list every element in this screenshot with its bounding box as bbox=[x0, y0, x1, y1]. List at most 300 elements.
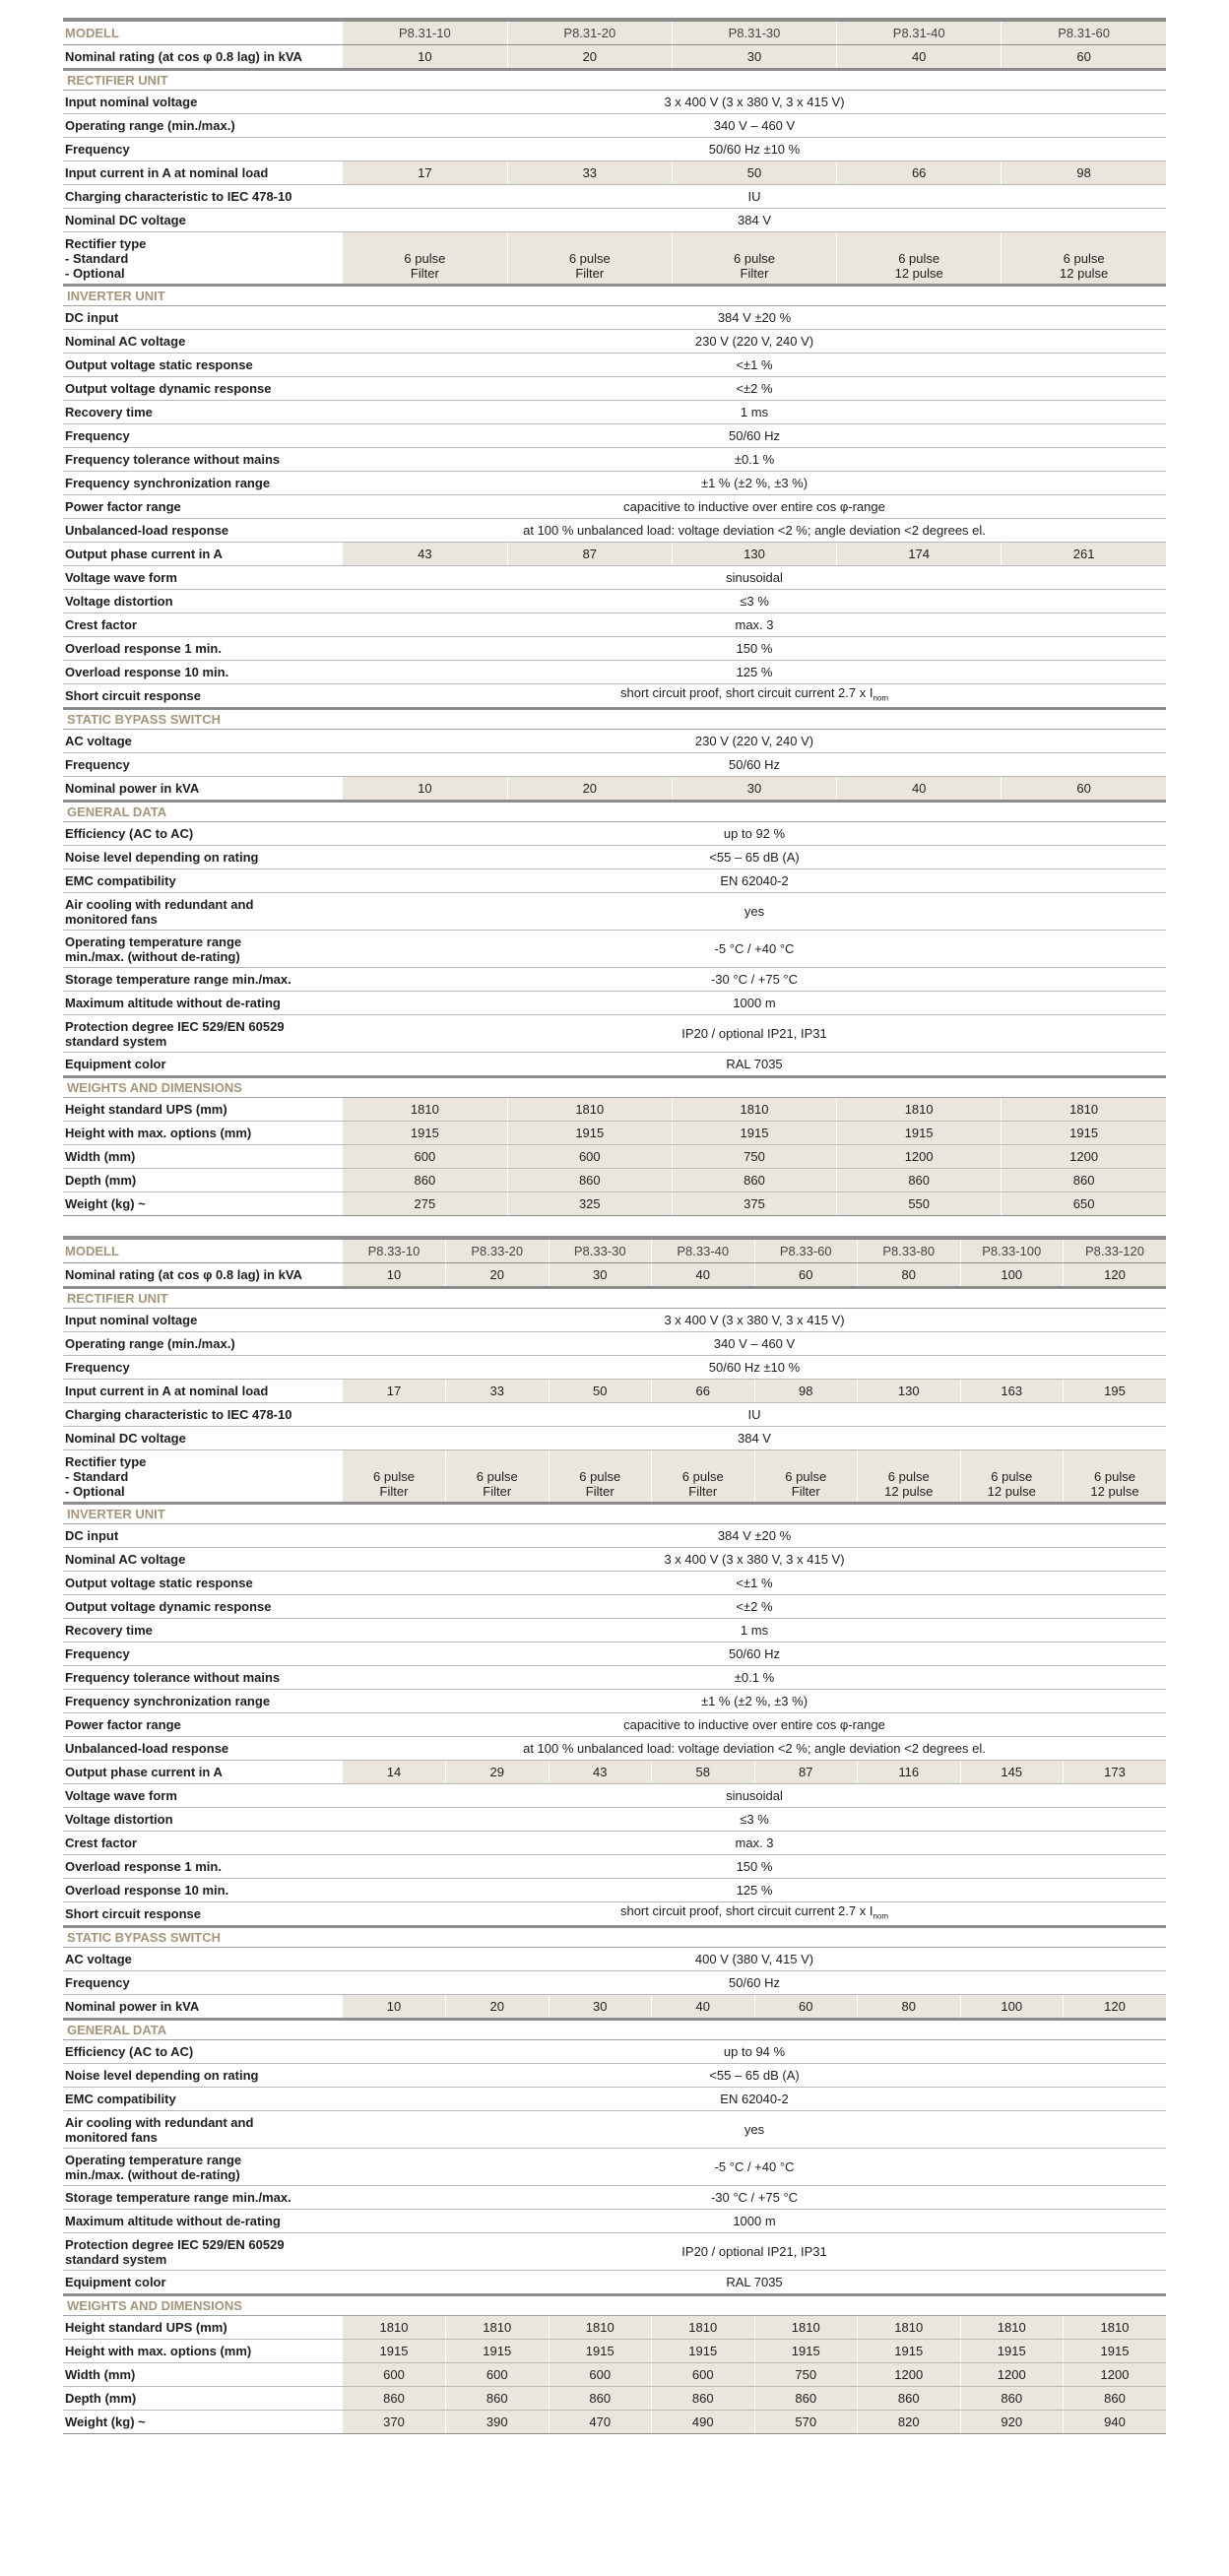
value-text: sinusoidal bbox=[726, 570, 783, 585]
value-cell: 1810 bbox=[858, 2316, 961, 2340]
value-cell bbox=[343, 1902, 1166, 1927]
row-label: Short circuit response bbox=[63, 1902, 343, 1927]
value-text: EN 62040-2 bbox=[720, 873, 789, 888]
value-cell: 490 bbox=[652, 2411, 755, 2434]
spec-row-output-voltage-static-response bbox=[63, 1572, 1166, 1595]
row-label: Charging characteristic to IEC 478-10 bbox=[63, 1403, 343, 1427]
value-cell bbox=[343, 448, 1166, 472]
value-cell: 600 bbox=[549, 2363, 652, 2387]
value-cell: 33 bbox=[446, 1380, 550, 1403]
row-label: Width (mm) bbox=[63, 2363, 343, 2387]
spec-row-nominal-power-in-kva bbox=[63, 1995, 1166, 2020]
value-cell: 860 bbox=[446, 2387, 550, 2411]
value-cell: 6 pulse 12 pulse bbox=[1002, 232, 1166, 286]
value-cell: 1915 bbox=[1064, 2340, 1167, 2363]
value-cell: 10 bbox=[343, 777, 507, 802]
value-text: 384 V bbox=[738, 213, 771, 227]
row-label: Nominal DC voltage bbox=[63, 209, 343, 232]
row-label: Nominal rating (at cos φ 0.8 lag) in kVA bbox=[63, 1263, 343, 1288]
row-label: Nominal DC voltage bbox=[63, 1427, 343, 1450]
value-cell: 650 bbox=[1002, 1192, 1166, 1216]
value-cell: 40 bbox=[652, 1263, 755, 1288]
value-cell: 1810 bbox=[1002, 1098, 1166, 1122]
row-label: DC input bbox=[63, 306, 343, 330]
value-text: <±1 % bbox=[736, 1576, 773, 1590]
value-cell: 860 bbox=[672, 1169, 836, 1192]
value-cell: 1810 bbox=[672, 1098, 836, 1122]
row-label: Output phase current in A bbox=[63, 1761, 343, 1784]
row-label: Frequency tolerance without mains bbox=[63, 448, 343, 472]
value-cell: 6 pulse 12 pulse bbox=[960, 1450, 1064, 1504]
value-text: yes bbox=[744, 904, 765, 919]
spec-table-1 bbox=[63, 18, 1166, 1216]
value-cell bbox=[343, 1666, 1166, 1690]
section-rectifier-unit bbox=[63, 70, 1166, 91]
value-cell: 1810 bbox=[652, 2316, 755, 2340]
value-cell bbox=[343, 2088, 1166, 2111]
value-cell: 6 pulse Filter bbox=[754, 1450, 858, 1504]
model-name: P8.31-40 bbox=[837, 20, 1002, 45]
row-label: Voltage distortion bbox=[63, 1808, 343, 1832]
value-cell: 20 bbox=[446, 1995, 550, 2020]
spec-row-frequency bbox=[63, 1356, 1166, 1380]
value-cell: 43 bbox=[343, 543, 507, 566]
spec-row-unbalanced-load-response bbox=[63, 1737, 1166, 1761]
value-cell: 1200 bbox=[960, 2363, 1064, 2387]
row-label: Frequency synchronization range bbox=[63, 1690, 343, 1713]
value-cell: 750 bbox=[672, 1145, 836, 1169]
spec-row-charging-characteristic-to-iec-478-10 bbox=[63, 185, 1166, 209]
row-label: Input current in A at nominal load bbox=[63, 1380, 343, 1403]
section-title: STATIC BYPASS SWITCH bbox=[63, 1927, 1166, 1948]
section-weights-and-dimensions bbox=[63, 2295, 1166, 2316]
value-cell: 600 bbox=[652, 2363, 755, 2387]
row-label: Output phase current in A bbox=[63, 543, 343, 566]
value-cell: 80 bbox=[858, 1995, 961, 2020]
value-cell: 30 bbox=[549, 1263, 652, 1288]
model-name: P8.33-60 bbox=[754, 1238, 858, 1263]
row-label: Charging characteristic to IEC 478-10 bbox=[63, 185, 343, 209]
row-label: Nominal AC voltage bbox=[63, 330, 343, 354]
spec-row-emc-compatibility bbox=[63, 869, 1166, 893]
spec-row-output-voltage-dynamic-response bbox=[63, 1595, 1166, 1619]
row-label: Equipment color bbox=[63, 1053, 343, 1077]
spec-row-height-with-max-options-mm bbox=[63, 2340, 1166, 2363]
value-text: 340 V – 460 V bbox=[713, 118, 796, 133]
value-text: up to 94 % bbox=[723, 2044, 786, 2059]
value-cell: 860 bbox=[343, 1169, 507, 1192]
value-cell bbox=[343, 354, 1166, 377]
value-cell bbox=[343, 1855, 1166, 1879]
spec-row-power-factor-range bbox=[63, 1713, 1166, 1737]
section-title: INVERTER UNIT bbox=[63, 286, 1166, 306]
value-text: 400 V (380 V, 415 V) bbox=[694, 1952, 814, 1966]
value-cell bbox=[343, 1784, 1166, 1808]
row-label: Width (mm) bbox=[63, 1145, 343, 1169]
value-text: 384 V ±20 % bbox=[717, 1528, 792, 1543]
spec-row-frequency bbox=[63, 1971, 1166, 1995]
value-text: RAL 7035 bbox=[726, 1057, 783, 1071]
value-cell bbox=[343, 590, 1166, 613]
spec-row-frequency bbox=[63, 753, 1166, 777]
value-text: 3 x 400 V (3 x 380 V, 3 x 415 V) bbox=[664, 1552, 845, 1567]
value-cell: 130 bbox=[672, 543, 836, 566]
value-cell: 1810 bbox=[343, 2316, 446, 2340]
row-label: Operating range (min./max.) bbox=[63, 114, 343, 138]
spec-row-short-circuit-response bbox=[63, 1902, 1166, 1927]
value-text: <55 – 65 dB (A) bbox=[709, 2068, 800, 2083]
value-text: IP20 / optional IP21, IP31 bbox=[681, 1026, 827, 1041]
value-text: 3 x 400 V (3 x 380 V, 3 x 415 V) bbox=[664, 95, 845, 109]
value-cell: 116 bbox=[858, 1761, 961, 1784]
value-cell: 261 bbox=[1002, 543, 1166, 566]
model-header-row bbox=[63, 1238, 1166, 1263]
value-cell: 10 bbox=[343, 1263, 446, 1288]
value-text: short circuit proof, short circuit current 2.7 x I bbox=[619, 1903, 873, 1919]
model-name: P8.33-80 bbox=[858, 1238, 961, 1263]
spec-row-overload-response-10-min bbox=[63, 661, 1166, 684]
value-cell: 29 bbox=[446, 1761, 550, 1784]
value-cell: 6 pulse 12 pulse bbox=[858, 1450, 961, 1504]
value-cell bbox=[343, 91, 1166, 114]
row-label: Efficiency (AC to AC) bbox=[63, 2040, 343, 2064]
spec-row-ac-voltage bbox=[63, 730, 1166, 753]
value-cell: 120 bbox=[1064, 1263, 1167, 1288]
value-cell bbox=[343, 2186, 1166, 2210]
value-cell: 1810 bbox=[549, 2316, 652, 2340]
value-cell: 550 bbox=[837, 1192, 1002, 1216]
value-cell: 30 bbox=[672, 45, 836, 70]
value-cell: 1915 bbox=[343, 1122, 507, 1145]
value-cell bbox=[343, 730, 1166, 753]
row-label: Frequency bbox=[63, 1356, 343, 1380]
value-cell: 120 bbox=[1064, 1995, 1167, 2020]
spec-row-height-standard-ups-mm bbox=[63, 1098, 1166, 1122]
value-text: at 100 % unbalanced load: voltage deviation <2 %; angle deviation <2 degrees el. bbox=[523, 1741, 986, 1756]
spec-row-storage-temperature-range-min-max bbox=[63, 2186, 1166, 2210]
spec-row-input-current-in-a-at-nominal-load bbox=[63, 161, 1166, 185]
row-label: Equipment color bbox=[63, 2271, 343, 2295]
model-name: P8.33-30 bbox=[549, 1238, 652, 1263]
spec-row-output-voltage-static-response bbox=[63, 354, 1166, 377]
value-cell: 860 bbox=[507, 1169, 672, 1192]
value-text: <±2 % bbox=[736, 381, 773, 396]
value-cell: 940 bbox=[1064, 2411, 1167, 2434]
value-cell: 470 bbox=[549, 2411, 652, 2434]
value-cell: 1810 bbox=[507, 1098, 672, 1122]
row-label: AC voltage bbox=[63, 730, 343, 753]
value-text: <55 – 65 dB (A) bbox=[709, 850, 800, 865]
value-cell bbox=[343, 753, 1166, 777]
row-label: Protection degree IEC 529/EN 60529 standard system bbox=[63, 2233, 343, 2271]
value-cell bbox=[343, 1524, 1166, 1548]
section-title: RECTIFIER UNIT bbox=[63, 70, 1166, 91]
value-cell: 370 bbox=[343, 2411, 446, 2434]
value-cell: 1915 bbox=[837, 1122, 1002, 1145]
model-name: P8.31-10 bbox=[343, 20, 507, 45]
row-label: Frequency bbox=[63, 424, 343, 448]
spec-row-efficiency-ac-to-ac bbox=[63, 2040, 1166, 2064]
value-text: 230 V (220 V, 240 V) bbox=[694, 734, 814, 748]
value-cell: 6 pulse Filter bbox=[343, 232, 507, 286]
value-text: 50/60 Hz bbox=[728, 1975, 781, 1990]
value-cell bbox=[343, 209, 1166, 232]
value-cell: 1810 bbox=[343, 1098, 507, 1122]
value-cell: 50 bbox=[549, 1380, 652, 1403]
value-cell bbox=[343, 869, 1166, 893]
spec-row-input-nominal-voltage bbox=[63, 91, 1166, 114]
value-cell: 275 bbox=[343, 1192, 507, 1216]
row-label: Weight (kg) ~ bbox=[63, 1192, 343, 1216]
value-cell bbox=[343, 114, 1166, 138]
value-cell: 390 bbox=[446, 2411, 550, 2434]
row-label: Overload response 10 min. bbox=[63, 1879, 343, 1902]
value-text: short circuit proof, short circuit current 2.7 x I bbox=[619, 685, 873, 701]
spec-row-crest-factor bbox=[63, 1832, 1166, 1855]
spec-row-maximum-altitude-without-de-rating bbox=[63, 2210, 1166, 2233]
value-cell: 163 bbox=[960, 1380, 1064, 1403]
row-label: Maximum altitude without de-rating bbox=[63, 2210, 343, 2233]
model-name: P8.33-100 bbox=[960, 1238, 1064, 1263]
value-text: <±1 % bbox=[736, 357, 773, 372]
value-cell: 570 bbox=[754, 2411, 858, 2434]
value-text: ≤3 % bbox=[740, 594, 769, 609]
section-title: GENERAL DATA bbox=[63, 2020, 1166, 2040]
subscript-text: nom bbox=[873, 693, 889, 703]
section-title: STATIC BYPASS SWITCH bbox=[63, 709, 1166, 730]
spec-row-nominal-ac-voltage bbox=[63, 330, 1166, 354]
value-cell: 860 bbox=[960, 2387, 1064, 2411]
value-text: IU bbox=[747, 189, 761, 204]
value-cell: 375 bbox=[672, 1192, 836, 1216]
value-cell bbox=[343, 1737, 1166, 1761]
value-cell: 66 bbox=[837, 161, 1002, 185]
value-cell: 195 bbox=[1064, 1380, 1167, 1403]
value-text: up to 92 % bbox=[723, 826, 786, 841]
value-cell bbox=[343, 2064, 1166, 2088]
model-name: P8.33-120 bbox=[1064, 1238, 1167, 1263]
section-title: RECTIFIER UNIT bbox=[63, 1288, 1166, 1309]
spec-row-output-phase-current-in-a bbox=[63, 543, 1166, 566]
value-cell: 60 bbox=[754, 1995, 858, 2020]
value-cell: 6 pulse Filter bbox=[672, 232, 836, 286]
spec-row-emc-compatibility bbox=[63, 2088, 1166, 2111]
value-cell: 20 bbox=[507, 45, 672, 70]
value-cell bbox=[343, 401, 1166, 424]
spec-row-rectifier-type-standard-optional bbox=[63, 1450, 1166, 1504]
value-text: 1000 m bbox=[733, 2214, 776, 2228]
value-text: max. 3 bbox=[735, 1835, 774, 1850]
value-cell bbox=[343, 1808, 1166, 1832]
value-text: capacitive to inductive over entire cos φ-range bbox=[623, 499, 885, 514]
spec-row-voltage-distortion bbox=[63, 1808, 1166, 1832]
spec-row-recovery-time bbox=[63, 401, 1166, 424]
value-cell bbox=[343, 185, 1166, 209]
value-cell bbox=[343, 1356, 1166, 1380]
row-label: Height with max. options (mm) bbox=[63, 2340, 343, 2363]
value-cell bbox=[343, 2233, 1166, 2271]
row-label: Voltage distortion bbox=[63, 590, 343, 613]
row-label: Air cooling with redundant and monitored fans bbox=[63, 2111, 343, 2149]
value-cell bbox=[343, 519, 1166, 543]
value-cell: 98 bbox=[1002, 161, 1166, 185]
value-cell bbox=[343, 330, 1166, 354]
section-general-data bbox=[63, 2020, 1166, 2040]
value-cell bbox=[343, 377, 1166, 401]
value-cell bbox=[343, 1832, 1166, 1855]
value-text: 3 x 400 V (3 x 380 V, 3 x 415 V) bbox=[664, 1313, 845, 1327]
spec-row-dc-input bbox=[63, 1524, 1166, 1548]
spec-row-frequency-tolerance-without-mains bbox=[63, 1666, 1166, 1690]
section-inverter-unit bbox=[63, 1504, 1166, 1524]
row-label: Crest factor bbox=[63, 1832, 343, 1855]
value-cell bbox=[343, 2210, 1166, 2233]
value-cell: 33 bbox=[507, 161, 672, 185]
row-label: Height with max. options (mm) bbox=[63, 1122, 343, 1145]
value-text: 340 V – 460 V bbox=[713, 1336, 796, 1351]
row-label: Overload response 1 min. bbox=[63, 637, 343, 661]
value-cell: 1200 bbox=[858, 2363, 961, 2387]
value-cell bbox=[343, 637, 1166, 661]
value-cell bbox=[343, 1332, 1166, 1356]
value-text: ±0.1 % bbox=[734, 452, 775, 467]
value-cell: 1200 bbox=[1064, 2363, 1167, 2387]
spec-row-nominal-dc-voltage bbox=[63, 1427, 1166, 1450]
row-label: Frequency synchronization range bbox=[63, 472, 343, 495]
value-cell: 6 pulse Filter bbox=[343, 1450, 446, 1504]
row-label: Maximum altitude without de-rating bbox=[63, 992, 343, 1015]
row-label: Power factor range bbox=[63, 495, 343, 519]
value-cell: 17 bbox=[343, 1380, 446, 1403]
value-cell: 6 pulse Filter bbox=[446, 1450, 550, 1504]
spec-row-frequency bbox=[63, 138, 1166, 161]
value-text: yes bbox=[744, 2122, 765, 2137]
value-cell bbox=[343, 1572, 1166, 1595]
value-cell bbox=[343, 2111, 1166, 2149]
value-cell: 58 bbox=[652, 1761, 755, 1784]
row-label: Efficiency (AC to AC) bbox=[63, 822, 343, 846]
spec-row-overload-response-1-min bbox=[63, 1855, 1166, 1879]
value-cell: 1810 bbox=[754, 2316, 858, 2340]
spec-row-overload-response-1-min bbox=[63, 637, 1166, 661]
row-label: Frequency bbox=[63, 1642, 343, 1666]
spec-row-input-current-in-a-at-nominal-load bbox=[63, 1380, 1166, 1403]
spec-row-nominal-dc-voltage bbox=[63, 209, 1166, 232]
value-cell: 87 bbox=[507, 543, 672, 566]
value-text: capacitive to inductive over entire cos φ-range bbox=[623, 1717, 885, 1732]
spec-row-operating-temperature-range-min-max-with bbox=[63, 2149, 1166, 2186]
value-cell: 30 bbox=[672, 777, 836, 802]
value-cell bbox=[343, 1548, 1166, 1572]
value-cell: 10 bbox=[343, 45, 507, 70]
row-label: Protection degree IEC 529/EN 60529 standard system bbox=[63, 1015, 343, 1053]
value-cell: 1915 bbox=[652, 2340, 755, 2363]
section-weights-and-dimensions bbox=[63, 1077, 1166, 1098]
spec-row-height-standard-ups-mm bbox=[63, 2316, 1166, 2340]
value-cell bbox=[343, 306, 1166, 330]
section-title: INVERTER UNIT bbox=[63, 1504, 1166, 1524]
row-label: Storage temperature range min./max. bbox=[63, 968, 343, 992]
row-label: Power factor range bbox=[63, 1713, 343, 1737]
value-cell bbox=[343, 1619, 1166, 1642]
row-label: Weight (kg) ~ bbox=[63, 2411, 343, 2434]
value-cell bbox=[343, 1948, 1166, 1971]
spec-row-frequency bbox=[63, 1642, 1166, 1666]
value-text: -30 °C / +75 °C bbox=[710, 972, 799, 987]
value-cell: 100 bbox=[960, 1263, 1064, 1288]
spec-row-maximum-altitude-without-de-rating bbox=[63, 992, 1166, 1015]
row-label: Output voltage dynamic response bbox=[63, 1595, 343, 1619]
spec-row-recovery-time bbox=[63, 1619, 1166, 1642]
row-label: EMC compatibility bbox=[63, 869, 343, 893]
value-cell bbox=[343, 931, 1166, 968]
spec-table-2 bbox=[63, 1236, 1166, 2434]
row-label: Frequency bbox=[63, 1971, 343, 1995]
section-title: WEIGHTS AND DIMENSIONS bbox=[63, 2295, 1166, 2316]
value-cell bbox=[343, 661, 1166, 684]
spec-row-height-with-max-options-mm bbox=[63, 1122, 1166, 1145]
value-text: 50/60 Hz bbox=[728, 757, 781, 772]
value-cell: 860 bbox=[754, 2387, 858, 2411]
value-cell bbox=[343, 1015, 1166, 1053]
value-text: ±1 % (±2 %, ±3 %) bbox=[700, 476, 809, 490]
value-cell bbox=[343, 1971, 1166, 1995]
value-cell: 1810 bbox=[960, 2316, 1064, 2340]
value-cell: 60 bbox=[754, 1263, 858, 1288]
value-cell bbox=[343, 424, 1166, 448]
value-text: -5 °C / +40 °C bbox=[714, 941, 795, 956]
value-text: 384 V ±20 % bbox=[717, 310, 792, 325]
value-cell bbox=[343, 1642, 1166, 1666]
value-cell: 30 bbox=[549, 1995, 652, 2020]
value-text: RAL 7035 bbox=[726, 2275, 783, 2289]
row-label: Noise level depending on rating bbox=[63, 2064, 343, 2088]
value-cell bbox=[343, 968, 1166, 992]
row-label: Output voltage static response bbox=[63, 1572, 343, 1595]
row-label: MODELL bbox=[63, 20, 343, 45]
value-cell bbox=[343, 1879, 1166, 1902]
spec-row-overload-response-10-min bbox=[63, 1879, 1166, 1902]
spec-row-dc-input bbox=[63, 306, 1166, 330]
row-label: Nominal AC voltage bbox=[63, 1548, 343, 1572]
spec-row-depth-mm bbox=[63, 2387, 1166, 2411]
row-label: Nominal power in kVA bbox=[63, 1995, 343, 2020]
value-cell: 1915 bbox=[858, 2340, 961, 2363]
spec-row-short-circuit-response bbox=[63, 684, 1166, 709]
value-cell: 820 bbox=[858, 2411, 961, 2434]
value-text: 50/60 Hz bbox=[728, 428, 781, 443]
value-cell: 1200 bbox=[1002, 1145, 1166, 1169]
spec-row-width-mm bbox=[63, 2363, 1166, 2387]
value-cell: 10 bbox=[343, 1995, 446, 2020]
section-general-data bbox=[63, 802, 1166, 822]
value-cell: 17 bbox=[343, 161, 507, 185]
value-text: 384 V bbox=[738, 1431, 771, 1446]
value-cell bbox=[343, 1309, 1166, 1332]
value-cell bbox=[343, 1595, 1166, 1619]
spec-row-weight-kg bbox=[63, 2411, 1166, 2434]
value-cell: 145 bbox=[960, 1761, 1064, 1784]
value-cell: 325 bbox=[507, 1192, 672, 1216]
row-label: Frequency tolerance without mains bbox=[63, 1666, 343, 1690]
spec-row-operating-range-min-max bbox=[63, 114, 1166, 138]
value-cell bbox=[343, 472, 1166, 495]
value-text: 1000 m bbox=[733, 996, 776, 1010]
row-label: Recovery time bbox=[63, 1619, 343, 1642]
row-label: Output voltage static response bbox=[63, 354, 343, 377]
row-label: Noise level depending on rating bbox=[63, 846, 343, 869]
spec-row-nominal-rating-at-cos-0-8-lag-in-kva bbox=[63, 45, 1166, 70]
